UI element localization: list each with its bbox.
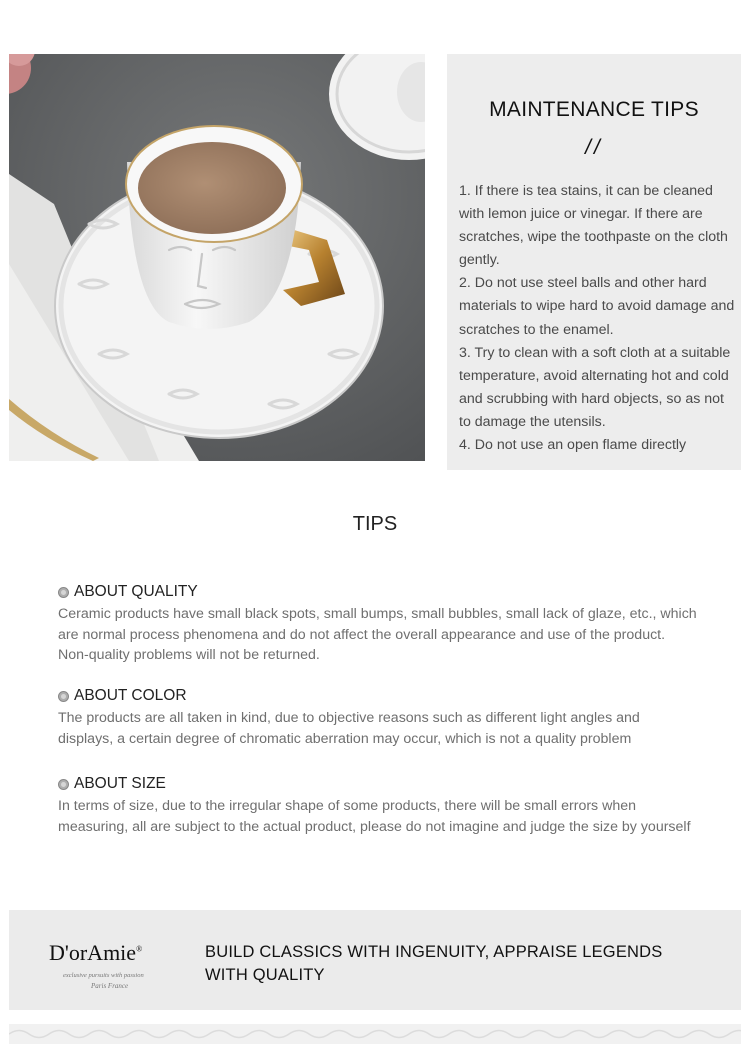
maintenance-title: MAINTENANCE TIPS [489,98,699,121]
maintenance-item: 1. If there is tea stains, it can be cleaned with lemon juice or vinegar. If there are scratches, wipe the toothpaste on the cloth gently. [459,183,728,269]
bullet-icon [58,691,69,702]
brand-banner [9,910,741,1010]
maintenance-item: 4. Do not use an open flame directly [459,437,687,454]
tip-heading: ABOUT QUALITY [74,583,198,600]
registered-mark: ® [136,944,143,954]
tip-color [58,686,698,749]
decorative-wave [9,1024,741,1044]
tip-body: Ceramic products have small black spots, small bumps, small bubbles, small lack of glaze, etc., which are normal process phenomena and do not affect the overall appearance and use of the product. Non-quality problems will not be returned. [58,606,697,664]
tip-body: The products are all taken in kind, due to objective reasons such as different light angles and displays, a certain degree of chromatic aberration may occur, which is not a quality problem [58,710,640,747]
logo-city: Paris France [91,982,129,990]
tip-heading: ABOUT COLOR [74,687,187,704]
logo-wordmark: D'orAmie [49,940,137,965]
brand-logo [49,940,169,996]
maintenance-item: 3. Try to clean with a soft cloth at a suitable temperature, avoid alternating hot and cold and scrubbing with hard objects, so as not to damage the utensils. [459,344,731,430]
maintenance-item: 2. Do not use steel balls and other hard materials to wipe hard to avoid damage and scratches to the enamel. [459,275,735,338]
maintenance-list [459,180,737,457]
logo-tagline: exclusive pursuits with passion [63,972,144,979]
bullet-icon [58,587,69,598]
tips-title: TIPS [352,513,398,535]
tip-size [58,774,698,837]
brand-slogan: BUILD CLASSICS WITH INGENUITY, APPRAISE LEGENDS WITH QUALITY [205,943,663,984]
tip-quality [58,582,698,666]
tip-heading: ABOUT SIZE [74,775,166,792]
maintenance-panel [447,54,741,470]
maintenance-divider: // [585,136,603,159]
bullet-icon [58,779,69,790]
product-photo [9,54,425,461]
tip-body: In terms of size, due to the irregular shape of some products, there will be small errors when measuring, all are subject to the actual product, please do not imagine and judge the size by yourself [58,798,691,835]
